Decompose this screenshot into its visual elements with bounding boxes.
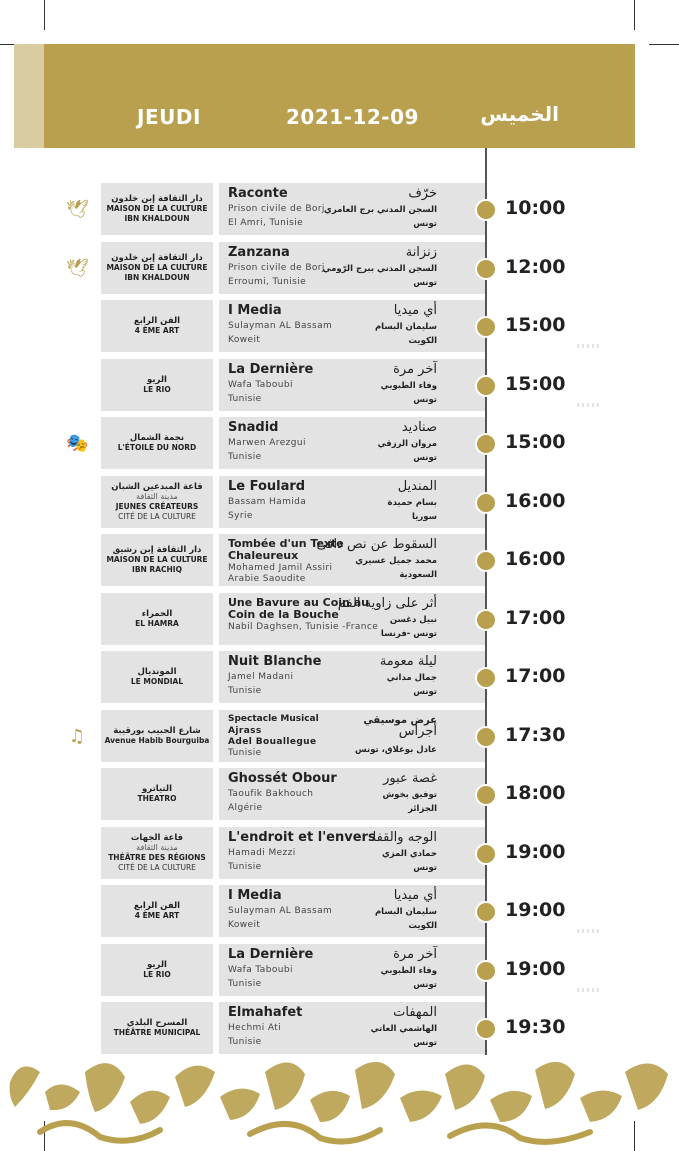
- venue-subtitle-fr: CITÉ DE LA CULTURE: [118, 863, 196, 872]
- show-box: [219, 242, 485, 294]
- show-detail-fr: Erroumi, Tunisie: [228, 277, 307, 287]
- venue-box: [101, 885, 213, 937]
- venue-name-ar: الفن الرابع: [133, 901, 181, 911]
- schedule-row[interactable]: [0, 300, 679, 352]
- venue-name-ar: دار الثقافة إبن خلدون: [111, 253, 203, 263]
- dove-icon: 🕊: [66, 199, 89, 220]
- timeline-dot: [475, 1018, 497, 1040]
- show-title-ar: صناديد: [401, 420, 437, 435]
- show-detail-fr: Koweit: [228, 920, 261, 930]
- venue-name-fr: MAISON DE LA CULTURE IBN RACHIQ: [106, 555, 208, 574]
- show-subtitle-fr: Adel Bouallegue: [228, 737, 317, 747]
- venue-box: [101, 593, 213, 645]
- schedule-row[interactable]: [0, 944, 679, 996]
- show-detail-ar: تونس: [413, 1038, 437, 1048]
- show-detail-ar: السجن المدني ببرج الرّومي: [322, 264, 437, 274]
- show-title-fr: Spectacle Musical: [228, 714, 319, 724]
- venue-name-ar: المسرح البلدي: [126, 1018, 188, 1028]
- show-detail-fr: El Amri, Tunisie: [228, 218, 304, 228]
- show-detail-ar: محمد جميل عسيري: [355, 556, 437, 566]
- show-title-fr: Ghossét Obour: [228, 771, 337, 786]
- venue-box: [101, 359, 213, 411]
- show-detail-ar: تونس: [413, 395, 437, 405]
- show-detail-fr: Prison civile de Borj: [228, 263, 325, 273]
- show-detail-fr: Algérie: [228, 803, 263, 813]
- show-detail-ar: السعودية: [399, 570, 437, 580]
- show-subtitle-fr: Ajrass: [228, 726, 262, 736]
- show-detail-ar: جمال مداني: [386, 673, 437, 683]
- schedule-row[interactable]: [0, 710, 679, 762]
- calligraphy-decoration: [0, 1052, 679, 1151]
- show-detail-fr: Koweit: [228, 335, 261, 345]
- festival-logo-icon: [564, 885, 610, 937]
- show-title-ar: غصة عبور: [383, 771, 437, 786]
- festival-logo-icon: [564, 359, 610, 411]
- timeline-dot: [475, 667, 497, 689]
- show-detail-ar: توفيق بخوش: [382, 790, 437, 800]
- venue-name-ar: الريو: [147, 960, 167, 970]
- show-box: [219, 183, 485, 235]
- show-time: 17:00: [505, 607, 566, 629]
- timeline-dot: [475, 726, 497, 748]
- venue-name-fr: 4 ÈME ART: [134, 911, 180, 920]
- show-detail-fr: Mohamed Jamil Assiri: [228, 563, 333, 573]
- show-title-fr: Nuit Blanche: [228, 654, 322, 669]
- show-detail-fr: Tunisie: [228, 394, 262, 404]
- venue-name-fr: JEUNES CRÉATEURS: [115, 502, 199, 511]
- show-title-ar: المهفات: [393, 1005, 437, 1020]
- show-time: 19:00: [505, 899, 566, 921]
- venue-name-fr: LE RIO: [143, 385, 171, 394]
- show-detail-fr: Marwen Arezgui: [228, 438, 306, 448]
- timeline-dot: [475, 843, 497, 865]
- festival-logo-icon: [564, 300, 610, 352]
- show-detail-ar: بسام حميدة: [387, 498, 437, 508]
- show-time: 19:00: [505, 841, 566, 863]
- masks-icon: 🎭: [66, 433, 89, 454]
- show-title-ar: ليلة معومة: [379, 654, 437, 669]
- timeline-dot: [475, 316, 497, 338]
- show-detail-ar: تونس: [413, 687, 437, 697]
- venue-name-ar: المونديال: [137, 667, 177, 677]
- show-detail-ar: سليمان البسام: [374, 907, 437, 917]
- show-detail-fr: Wafa Taboubi: [228, 965, 293, 975]
- schedule-row[interactable]: [0, 359, 679, 411]
- show-detail-fr: Tunisie: [228, 862, 262, 872]
- show-detail-fr: Tunisie: [228, 1037, 262, 1047]
- show-detail-fr: Wafa Taboubi: [228, 380, 293, 390]
- timeline-dot: [475, 609, 497, 631]
- schedule-row[interactable]: [0, 593, 679, 645]
- show-detail-ar: وفاء الطبوبي: [380, 966, 437, 976]
- show-detail-ar: تونس -فرنسا: [380, 629, 437, 639]
- show-box: [219, 944, 485, 996]
- show-box: [219, 768, 485, 820]
- venue-name-fr: LE RIO: [143, 970, 171, 979]
- show-detail-ar: السجن المدني برج العامري: [324, 205, 437, 215]
- venue-name-fr: MAISON DE LA CULTURE IBN KHALDOUN: [106, 204, 208, 223]
- show-time: 19:30: [505, 1016, 566, 1038]
- show-title-fr: L'endroit et l'envers: [228, 830, 376, 845]
- venue-box: [101, 534, 213, 586]
- show-detail-fr: Bassam Hamida: [228, 497, 307, 507]
- show-detail-fr: Taoufik Bakhouch: [228, 789, 314, 799]
- show-detail-fr: Jamel Madani: [228, 672, 294, 682]
- show-box: [219, 476, 485, 528]
- day-name-ar: الخميس: [480, 102, 559, 126]
- venue-box: [101, 827, 213, 879]
- show-title-fr: I Media: [228, 303, 282, 318]
- show-detail-fr: Sulayman AL Bassam: [228, 321, 333, 331]
- venue-name-ar: نجمة الشمال: [129, 433, 185, 443]
- show-title-ar: عرض موسيقي: [363, 715, 437, 726]
- show-detail-fr: Syrie: [228, 511, 253, 521]
- show-title-ar: السقوط عن نص دافئ: [316, 537, 437, 552]
- schedule-row[interactable]: [0, 242, 679, 294]
- show-detail-ar: عادل بوعلاق، تونس: [355, 745, 437, 755]
- venue-box: [101, 651, 213, 703]
- venue-name-fr: 4 ÈME ART: [134, 326, 180, 335]
- show-detail-fr: Hamadi Mezzi: [228, 848, 296, 858]
- show-time: 16:00: [505, 490, 566, 512]
- venue-box: [101, 183, 213, 235]
- show-time: 12:00: [505, 256, 566, 278]
- show-box: [219, 1002, 485, 1054]
- show-title-ar: المنديل: [397, 479, 437, 494]
- venue-name-fr: THEATRO: [137, 794, 177, 803]
- venue-box: [101, 1002, 213, 1054]
- show-title-fr: La Dernière: [228, 362, 314, 377]
- day-header: [14, 44, 635, 148]
- show-box: [219, 300, 485, 352]
- venue-name-ar: دار الثقافة إبن خلدون: [111, 194, 203, 204]
- venue-box: [101, 768, 213, 820]
- schedule-row[interactable]: [0, 183, 679, 235]
- show-subtitle-ar: أجراس: [398, 724, 437, 739]
- show-time: 15:00: [505, 314, 566, 336]
- venue-subtitle-ar: مدينة الثقافة: [136, 843, 178, 852]
- show-time: 15:00: [505, 431, 566, 453]
- show-title-fr: Raconte: [228, 186, 288, 201]
- venue-name-fr: LE MONDIAL: [130, 677, 184, 686]
- show-title-ar: خرّف: [408, 186, 437, 201]
- show-detail-ar: نبيل دغسن: [389, 615, 437, 625]
- show-title-fr: Une Bavure au Coin au Coin de la Bouche: [228, 596, 369, 621]
- show-detail-fr: Hechmi Ati: [228, 1023, 282, 1033]
- show-title-ar: أي ميديا: [393, 888, 437, 903]
- show-title-ar: أي ميديا: [393, 303, 437, 318]
- show-box: [219, 651, 485, 703]
- crop-mark: [634, 0, 635, 30]
- crop-mark: [44, 0, 45, 30]
- show-box: [219, 885, 485, 937]
- show-title-fr: Elmahafet: [228, 1005, 303, 1020]
- venue-box: [101, 242, 213, 294]
- timeline-dot: [475, 901, 497, 923]
- schedule-row[interactable]: [0, 827, 679, 879]
- schedule-row[interactable]: [0, 651, 679, 703]
- show-title-fr: Snadid: [228, 420, 279, 435]
- show-detail-ar: تونس: [413, 863, 437, 873]
- schedule-row[interactable]: [0, 417, 679, 469]
- show-detail-fr: Tunisie: [228, 686, 262, 696]
- venue-name-ar: الفن الرابع: [133, 316, 181, 326]
- show-detail-ar: الكويت: [408, 336, 437, 346]
- show-detail-ar: الهاشمي العاتي: [370, 1024, 437, 1034]
- show-time: 17:00: [505, 665, 566, 687]
- show-time: 17:30: [505, 724, 566, 746]
- show-detail-ar: وفاء الطبوبي: [380, 381, 437, 391]
- show-detail-ar: سوريا: [412, 512, 437, 522]
- venue-box: [101, 944, 213, 996]
- show-title-ar: الوجه والقفا: [372, 830, 437, 845]
- show-title-fr: La Dernière: [228, 947, 314, 962]
- show-title-fr: Le Foulard: [228, 479, 306, 494]
- venue-name-fr: Avenue Habib Bourguiba: [104, 736, 210, 745]
- crop-mark: [649, 44, 679, 45]
- timeline-dot: [475, 960, 497, 982]
- venue-subtitle-fr: CITÉ DE LA CULTURE: [118, 512, 196, 521]
- show-box: [219, 593, 485, 645]
- show-detail-fr: Nabil Daghsen, Tunisie -France: [228, 622, 379, 632]
- timeline-dot: [475, 258, 497, 280]
- venue-subtitle-ar: مدينة الثقافة: [136, 492, 178, 501]
- venue-name-ar: الحمراء: [141, 609, 173, 619]
- venue-name-fr: THÉÂTRE MUNICIPAL: [113, 1028, 201, 1037]
- show-detail-fr: Tunisie: [228, 979, 262, 989]
- show-detail-ar: حمادي المزي: [381, 849, 437, 859]
- schedule-row[interactable]: [0, 534, 679, 586]
- show-detail-fr: Tunisie: [228, 748, 262, 758]
- show-detail-ar: تونس: [413, 219, 437, 229]
- show-title-ar: زنزانة: [405, 245, 437, 260]
- show-box: [219, 359, 485, 411]
- venue-name-ar: قاعة الجهات: [130, 833, 184, 843]
- timeline-dot: [475, 375, 497, 397]
- show-detail-ar: تونس: [413, 278, 437, 288]
- timeline-dot: [475, 492, 497, 514]
- show-title-ar: آخر مرة: [393, 947, 437, 962]
- header-stripe: [14, 44, 44, 148]
- venue-box: [101, 417, 213, 469]
- show-box: [219, 417, 485, 469]
- venue-box: [101, 300, 213, 352]
- show-detail-ar: تونس: [413, 453, 437, 463]
- show-time: 15:00: [505, 373, 566, 395]
- venue-name-fr: MAISON DE LA CULTURE IBN KHALDOUN: [106, 263, 208, 282]
- dove-icon: 🕊: [66, 258, 89, 279]
- venue-box: [101, 710, 213, 762]
- show-box: [219, 534, 485, 586]
- show-box: [219, 827, 485, 879]
- show-title-ar: أثر على زاوية الفم: [337, 596, 437, 611]
- venue-name-fr: THÉÂTRE DES RÉGIONS: [108, 853, 206, 862]
- show-title-ar: آخر مرة: [393, 362, 437, 377]
- show-detail-fr: Tunisie: [228, 452, 262, 462]
- festival-logo-icon: [564, 944, 610, 996]
- show-time: 16:00: [505, 548, 566, 570]
- show-time: 18:00: [505, 782, 566, 804]
- show-detail-ar: سليمان البسام: [374, 322, 437, 332]
- show-title-fr: I Media: [228, 888, 282, 903]
- show-detail-ar: الكويت: [408, 921, 437, 931]
- timeline-dot: [475, 199, 497, 221]
- venue-box: [101, 476, 213, 528]
- timeline-dot: [475, 784, 497, 806]
- show-time: 19:00: [505, 958, 566, 980]
- show-detail-ar: تونس: [413, 980, 437, 990]
- schedule-row[interactable]: [0, 1002, 679, 1054]
- venue-name-ar: شارع الحبيب بورقيبة: [113, 726, 201, 736]
- show-time: 10:00: [505, 197, 566, 219]
- venue-name-ar: التياترو: [142, 784, 172, 794]
- music-note-icon: ♫: [68, 726, 86, 747]
- show-detail-fr: Arabie Saoudite: [228, 574, 306, 584]
- show-detail-ar: الجزائر: [408, 804, 437, 814]
- venue-name-ar: الريو: [147, 375, 167, 385]
- date: 2021-12-09: [286, 105, 419, 129]
- venue-name-ar: دار الثقافة إبن رشيق: [112, 545, 202, 555]
- timeline-dot: [475, 550, 497, 572]
- schedule-row[interactable]: [0, 768, 679, 820]
- show-box: [219, 710, 485, 762]
- venue-name-fr: EL HAMRA: [135, 619, 179, 628]
- schedule-row[interactable]: [0, 476, 679, 528]
- timeline-dot: [475, 433, 497, 455]
- day-name-fr: JEUDI: [137, 105, 201, 129]
- show-detail-fr: Prison civile de Borj: [228, 204, 325, 214]
- schedule-row[interactable]: [0, 885, 679, 937]
- show-detail-fr: Sulayman AL Bassam: [228, 906, 333, 916]
- venue-name-ar: قاعة المبدعين الشبان: [111, 482, 203, 492]
- show-title-fr: Tombée d'un Texte Chaleureux: [228, 537, 344, 562]
- venue-name-fr: L'ÉTOILE DU NORD: [117, 443, 197, 452]
- show-detail-ar: مروان الرزقي: [377, 439, 437, 449]
- show-title-fr: Zanzana: [228, 245, 290, 260]
